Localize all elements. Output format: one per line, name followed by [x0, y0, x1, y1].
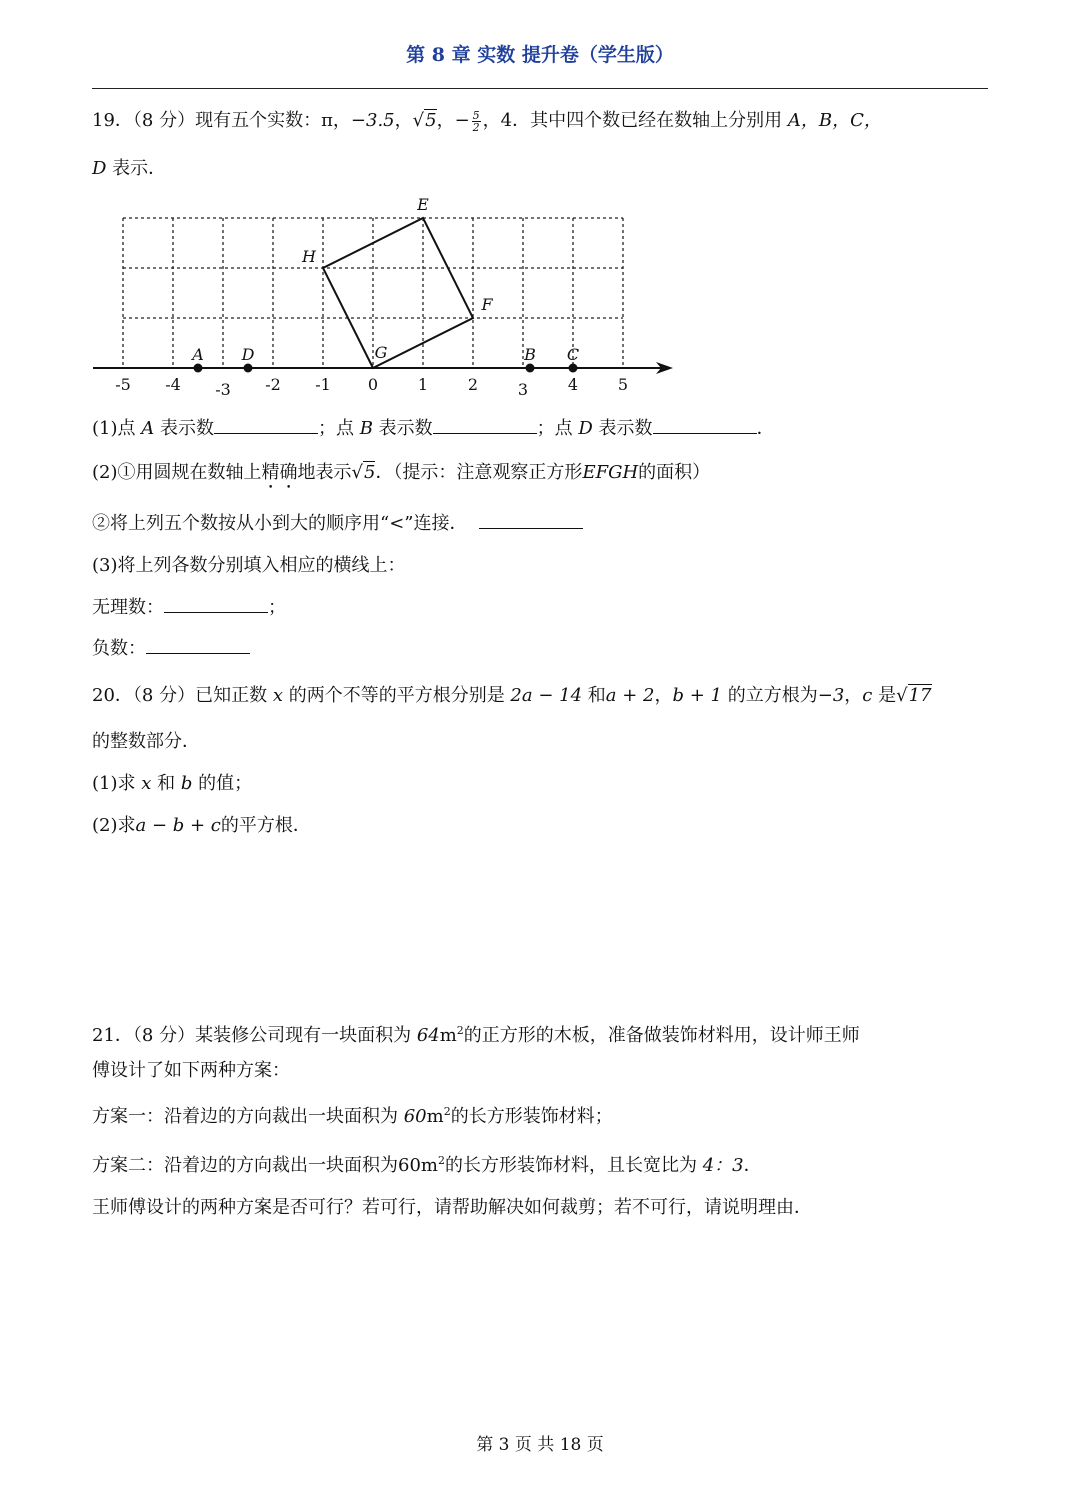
page-footer: 第 3 页 共 18 页 — [476, 1435, 604, 1455]
point-label: B — [524, 345, 536, 364]
axis-point — [569, 364, 578, 373]
answer-blank[interactable] — [433, 415, 537, 434]
q19-line-1: 19．（8 分）现有五个实数：π，−3.5，√5，− $\frac{5}{2}$ ，4．其中四个数已经在数轴上分别用 A，B，C， — [92, 108, 882, 134]
header-divider — [92, 88, 988, 89]
vertex-label: E — [417, 195, 429, 214]
axis-point — [244, 364, 253, 373]
q19-line-2: D 表示． — [92, 158, 167, 179]
vertex-label: H — [302, 247, 316, 266]
q21-plan-2: 方案二：沿着边的方向裁出一块面积为$60m^2$的长方形装饰材料，且长宽比为 4：3． — [92, 1154, 762, 1176]
point-label: D — [241, 345, 255, 364]
tick-label: -2 — [265, 375, 281, 394]
q19-part-1: (1)点 A 表示数 ；点 B 表示数 ；点 D 表示数 ． — [92, 415, 775, 442]
tick-label: 4 — [567, 375, 579, 394]
point-label: A — [192, 345, 204, 364]
q19-part-2-2: ②将上列五个数按从小到大的顺序用“<”连接． — [92, 510, 583, 537]
q19-part-3: (3)将上列各数分别填入相应的横线上： — [92, 555, 406, 576]
vertex-label: G — [374, 343, 388, 362]
answer-blank[interactable] — [164, 594, 268, 613]
tick-label: 0 — [367, 375, 379, 394]
tick-label: -5 — [115, 375, 131, 394]
fraction: $\frac{5}{2}$ — [472, 108, 480, 134]
q20-line-2: 的整数部分． — [92, 731, 200, 752]
tick-label: 2 — [467, 375, 479, 394]
axis-point — [194, 364, 203, 373]
answer-blank[interactable] — [479, 510, 583, 529]
answer-blank[interactable] — [653, 415, 757, 434]
answer-blank[interactable] — [214, 415, 318, 434]
tick-label: -1 — [315, 375, 331, 394]
sqrt-symbol: √ — [412, 110, 425, 131]
q19-negative-line: 负数： — [92, 635, 250, 662]
q21-line-1: 21．（8 分）某装修公司现有一块面积为 $64m^2$的正方形的木板，准备做装饰材料用，设计师王师 — [92, 1024, 860, 1046]
q19-irrational-line: 无理数： ； — [92, 594, 286, 621]
vertex-label: F — [481, 295, 493, 314]
tick-label: -4 — [165, 375, 181, 394]
number-line-figure — [88, 190, 688, 410]
q21-line-2: 傅设计了如下两种方案： — [92, 1060, 290, 1081]
q20-line-1: 20．（8 分）已知正数 x 的两个不等的平方根分别是 2a − 14 和a + 2，b + 1 的立方根为−3，c 是√17 — [92, 685, 932, 706]
tick-label: 1 — [417, 375, 429, 394]
point-label: C — [566, 345, 580, 364]
answer-blank[interactable] — [146, 635, 250, 654]
q21-plan-1: 方案一：沿着边的方向裁出一块面积为 $60m^2$的长方形装饰材料； — [92, 1105, 613, 1127]
square-efgh — [323, 218, 473, 368]
q20-part-1: (1)求 x 和 b 的值； — [92, 773, 253, 794]
tick-label: 3 — [517, 380, 529, 399]
q21-line-5: 王师傅设计的两种方案是否可行？若可行，请帮助解决如何裁剪；若不可行，请说明理由． — [92, 1197, 812, 1218]
tick-label: -3 — [215, 380, 231, 399]
tick-label: 5 — [617, 375, 629, 394]
q20-part-2: (2)求a − b + c的平方根． — [92, 815, 311, 836]
axis-point — [526, 364, 535, 373]
page-title: 第 8 章 实数 提升卷（学生版） — [406, 44, 674, 66]
q19-part-2-1: (2)①用圆规在数轴上精确地表示√5．（提示：注意观察正方形EFGH的面积） — [92, 462, 711, 483]
